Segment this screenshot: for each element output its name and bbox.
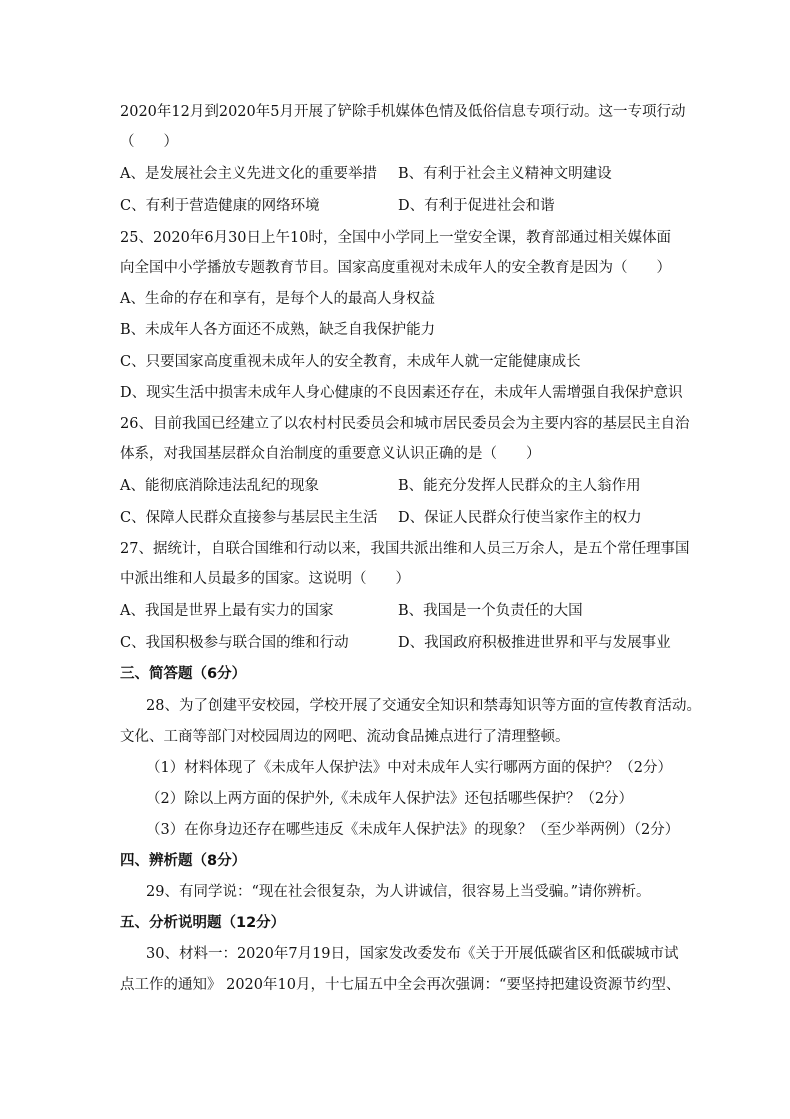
- option-d: D、现实生活中损害未成年人身心健康的不良因素还存在，未成年人需增强自我保护意识: [120, 385, 683, 401]
- question-27-line2: 中派出维和人员最多的国家。这说明（ ）: [120, 571, 410, 587]
- option-c: C、只要国家高度重视未成年人的安全教育，未成年人就一定能健康成长: [120, 354, 581, 370]
- question-stem-line: 2020年12月到2020年5月开展了铲除手机媒体色情及低俗信息专项行动。这一专项行动: [120, 104, 686, 120]
- option-b: B、我国是一个负责任的大国: [398, 603, 583, 619]
- option-a: A、我国是世界上最有实力的国家: [120, 603, 334, 619]
- option-c: C、有利于营造健康的网络环境: [120, 198, 320, 214]
- option-c: C、保障人民群众直接参与基层民主生活: [120, 510, 378, 526]
- answer-blank: （ ）: [120, 134, 178, 150]
- option-d: D、我国政府积极推进世界和平与发展事业: [398, 635, 671, 651]
- question-26-line2: 体系，对我国基层群众自治制度的重要意义认识正确的是（ ）: [120, 446, 541, 462]
- question-25-line2: 向全国中小学播放专题教育节目。国家高度重视对未成年人的安全教育是因为（ ）: [120, 260, 671, 276]
- question-28-line2: 文化、工商等部门对校园周边的网吧、流动食品摊点进行了清理整顿。: [120, 729, 570, 745]
- option-a: A、生命的存在和享有，是每个人的最高人身权益: [120, 291, 435, 307]
- sub-question-2: （2）除以上两方面的保护外,《未成年人保护法》还包括哪些保护？（2分）: [146, 791, 634, 807]
- option-d: D、有利于促进社会和谐: [398, 198, 555, 214]
- option-c: C、我国积极参与联合国的维和行动: [120, 635, 349, 651]
- option-b: B、能充分发挥人民群众的主人翁作用: [398, 478, 641, 494]
- question-28-line1: 28、为了创建平安校园，学校开展了交通安全知识和禁毒知识等方面的宣传教育活动。: [146, 698, 701, 714]
- question-25-line1: 25、2020年6月30日上午10时，全国中小学同上一堂安全课，教育部通过相关媒体面: [120, 230, 671, 246]
- question-30-line2: 点工作的通知》 2020年10月，十七届五中全会再次强调：“要坚持把建设资源节约型、: [120, 977, 681, 993]
- section-heading: 四、辨析题（8分）: [120, 853, 247, 869]
- option-d: D、保证人民群众行使当家作主的权力: [398, 510, 642, 526]
- question-27-line1: 27、据统计，自联合国维和行动以来，我国共派出维和人员三万余人，是五个常任理事国: [120, 541, 690, 557]
- section-heading: 三、简答题（6分）: [120, 666, 247, 682]
- option-a: A、能彻底消除违法乱纪的现象: [120, 478, 319, 494]
- sub-question-3: （3）在你身边还存在哪些违反《未成年人保护法》的现象？（至少举两例）（2分）: [146, 822, 680, 838]
- question-26-line1: 26、目前我国已经建立了以农村村民委员会和城市居民委员会为主要内容的基层民主自治: [120, 416, 690, 432]
- question-30-line1: 30、材料一：2020年7月19日，国家发改委发布《关于开展低碳省区和低碳城市试: [146, 946, 679, 962]
- section-heading: 五、分析说明题（12分）: [120, 915, 286, 931]
- sub-question-1: （1）材料体现了《未成年人保护法》中对未成年人实行哪两方面的保护？（2分）: [146, 760, 672, 776]
- option-b: B、有利于社会主义精神文明建设: [398, 166, 612, 182]
- question-29: 29、有同学说：“现在社会很复杂，为人讲诚信，很容易上当受骗。”请你辨析。: [146, 884, 651, 900]
- option-a: A、是发展社会主义先进文化的重要举措: [120, 166, 377, 182]
- option-b: B、未成年人各方面还不成熟，缺乏自我保护能力: [120, 322, 436, 338]
